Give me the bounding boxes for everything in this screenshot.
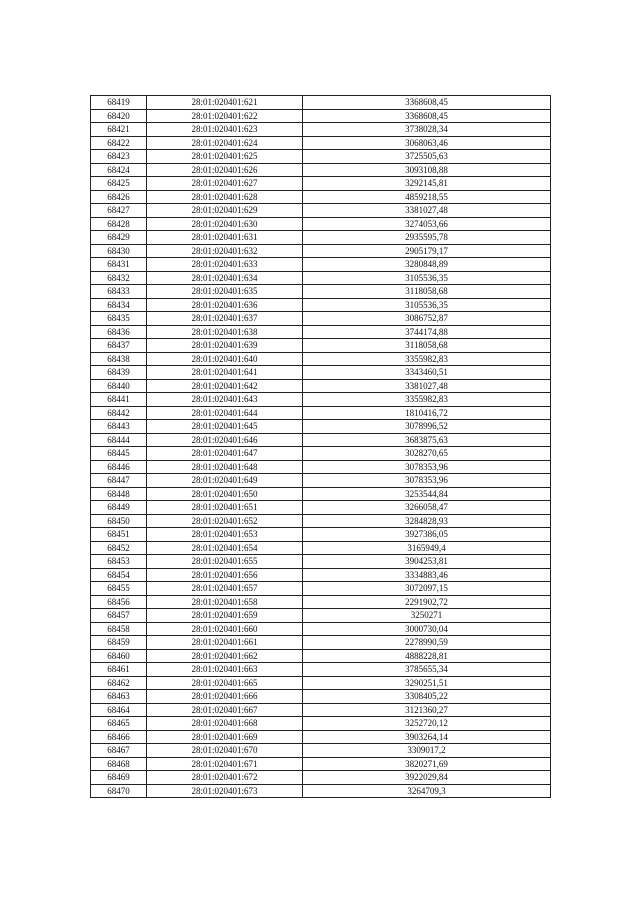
row-number-cell: 68454 <box>91 568 147 582</box>
table-row <box>91 123 551 137</box>
value-cell: 3381027,48 <box>303 379 551 393</box>
cadastral-number-cell: 28:01:020401:668 <box>147 717 303 731</box>
cadastral-number-cell: 28:01:020401:643 <box>147 393 303 407</box>
row-number-cell: 68443 <box>91 420 147 434</box>
cadastral-number-cell: 28:01:020401:673 <box>147 784 303 798</box>
table-row <box>91 109 551 123</box>
row-number-cell: 68466 <box>91 730 147 744</box>
cadastral-number-cell: 28:01:020401:623 <box>147 123 303 137</box>
value-cell: 3118058,68 <box>303 339 551 353</box>
cadastral-number-cell: 28:01:020401:645 <box>147 420 303 434</box>
table-row <box>91 325 551 339</box>
cadastral-number-cell: 28:01:020401:640 <box>147 352 303 366</box>
table-row <box>91 771 551 785</box>
table-row <box>91 690 551 704</box>
cadastral-number-cell: 28:01:020401:665 <box>147 676 303 690</box>
cadastral-number-cell: 28:01:020401:624 <box>147 136 303 150</box>
cadastral-number-cell: 28:01:020401:625 <box>147 150 303 164</box>
value-cell: 4888228,81 <box>303 649 551 663</box>
row-number-cell: 68446 <box>91 460 147 474</box>
cadastral-number-cell: 28:01:020401:644 <box>147 406 303 420</box>
table-row <box>91 136 551 150</box>
cadastral-number-cell: 28:01:020401:641 <box>147 366 303 380</box>
table-row <box>91 447 551 461</box>
row-number-cell: 68468 <box>91 757 147 771</box>
value-cell: 3381027,48 <box>303 204 551 218</box>
value-cell: 3028270,65 <box>303 447 551 461</box>
value-cell: 3280848,89 <box>303 258 551 272</box>
value-cell: 3738028,34 <box>303 123 551 137</box>
row-number-cell: 68451 <box>91 528 147 542</box>
value-cell: 3118058,68 <box>303 285 551 299</box>
table-row <box>91 285 551 299</box>
table-row <box>91 568 551 582</box>
value-cell: 3290251,51 <box>303 676 551 690</box>
row-number-cell: 68459 <box>91 636 147 650</box>
value-cell: 3922029,84 <box>303 771 551 785</box>
row-number-cell: 68465 <box>91 717 147 731</box>
row-number-cell: 68437 <box>91 339 147 353</box>
row-number-cell: 68422 <box>91 136 147 150</box>
row-number-cell: 68419 <box>91 96 147 110</box>
value-cell: 3683875,63 <box>303 433 551 447</box>
cadastral-number-cell: 28:01:020401:666 <box>147 690 303 704</box>
cadastral-number-cell: 28:01:020401:672 <box>147 771 303 785</box>
table-row <box>91 190 551 204</box>
value-cell: 3072097,15 <box>303 582 551 596</box>
table-row <box>91 177 551 191</box>
row-number-cell: 68420 <box>91 109 147 123</box>
cadastral-number-cell: 28:01:020401:636 <box>147 298 303 312</box>
cadastral-number-cell: 28:01:020401:648 <box>147 460 303 474</box>
value-cell: 3121360,27 <box>303 703 551 717</box>
cadastral-number-cell: 28:01:020401:651 <box>147 501 303 515</box>
value-cell: 3165949,4 <box>303 541 551 555</box>
table-body <box>91 96 551 798</box>
row-number-cell: 68427 <box>91 204 147 218</box>
table-row <box>91 703 551 717</box>
row-number-cell: 68440 <box>91 379 147 393</box>
table-row <box>91 595 551 609</box>
cadastral-number-cell: 28:01:020401:657 <box>147 582 303 596</box>
cadastral-number-cell: 28:01:020401:647 <box>147 447 303 461</box>
cadastral-number-cell: 28:01:020401:642 <box>147 379 303 393</box>
table-row <box>91 339 551 353</box>
value-cell: 3252720,12 <box>303 717 551 731</box>
table-row <box>91 244 551 258</box>
cadastral-number-cell: 28:01:020401:629 <box>147 204 303 218</box>
table-row <box>91 528 551 542</box>
value-cell: 3078996,52 <box>303 420 551 434</box>
table-row <box>91 487 551 501</box>
row-number-cell: 68426 <box>91 190 147 204</box>
row-number-cell: 68429 <box>91 231 147 245</box>
value-cell: 3078353,96 <box>303 460 551 474</box>
row-number-cell: 68457 <box>91 609 147 623</box>
value-cell: 3308405,22 <box>303 690 551 704</box>
value-cell: 3274053,66 <box>303 217 551 231</box>
table-row <box>91 541 551 555</box>
table-row <box>91 501 551 515</box>
cadastral-number-cell: 28:01:020401:630 <box>147 217 303 231</box>
value-cell: 3068063,46 <box>303 136 551 150</box>
value-cell: 3105536,35 <box>303 271 551 285</box>
table-row <box>91 258 551 272</box>
row-number-cell: 68463 <box>91 690 147 704</box>
value-cell: 3725505,63 <box>303 150 551 164</box>
row-number-cell: 68430 <box>91 244 147 258</box>
value-cell: 3250271 <box>303 609 551 623</box>
row-number-cell: 68461 <box>91 663 147 677</box>
value-cell: 2905179,17 <box>303 244 551 258</box>
table-row <box>91 636 551 650</box>
value-cell: 3284828,93 <box>303 514 551 528</box>
row-number-cell: 68460 <box>91 649 147 663</box>
cadastral-number-cell: 28:01:020401:634 <box>147 271 303 285</box>
row-number-cell: 68467 <box>91 744 147 758</box>
row-number-cell: 68455 <box>91 582 147 596</box>
row-number-cell: 68431 <box>91 258 147 272</box>
table-row <box>91 433 551 447</box>
value-cell: 3086752,87 <box>303 312 551 326</box>
cadastral-number-cell: 28:01:020401:649 <box>147 474 303 488</box>
row-number-cell: 68470 <box>91 784 147 798</box>
table-row <box>91 366 551 380</box>
row-number-cell: 68456 <box>91 595 147 609</box>
value-cell: 1810416,72 <box>303 406 551 420</box>
row-number-cell: 68452 <box>91 541 147 555</box>
table-row <box>91 231 551 245</box>
cadastral-number-cell: 28:01:020401:653 <box>147 528 303 542</box>
cadastral-number-cell: 28:01:020401:638 <box>147 325 303 339</box>
cadastral-number-cell: 28:01:020401:671 <box>147 757 303 771</box>
value-cell: 3343460,51 <box>303 366 551 380</box>
row-number-cell: 68442 <box>91 406 147 420</box>
cadastral-number-cell: 28:01:020401:656 <box>147 568 303 582</box>
value-cell: 3903264,14 <box>303 730 551 744</box>
cadastral-number-cell: 28:01:020401:655 <box>147 555 303 569</box>
table-row <box>91 649 551 663</box>
value-cell: 2291902,72 <box>303 595 551 609</box>
value-cell: 3264709,3 <box>303 784 551 798</box>
table-row <box>91 744 551 758</box>
row-number-cell: 68453 <box>91 555 147 569</box>
value-cell: 3785655,34 <box>303 663 551 677</box>
cadastral-number-cell: 28:01:020401:628 <box>147 190 303 204</box>
row-number-cell: 68421 <box>91 123 147 137</box>
cadastral-number-cell: 28:01:020401:626 <box>147 163 303 177</box>
table-row <box>91 555 551 569</box>
table-row <box>91 217 551 231</box>
row-number-cell: 68428 <box>91 217 147 231</box>
table-row <box>91 730 551 744</box>
table-row <box>91 352 551 366</box>
row-number-cell: 68436 <box>91 325 147 339</box>
row-number-cell: 68450 <box>91 514 147 528</box>
value-cell: 3093108,88 <box>303 163 551 177</box>
table-row <box>91 784 551 798</box>
cadastral-number-cell: 28:01:020401:654 <box>147 541 303 555</box>
table-row <box>91 474 551 488</box>
cadastral-number-cell: 28:01:020401:670 <box>147 744 303 758</box>
row-number-cell: 68441 <box>91 393 147 407</box>
cadastral-number-cell: 28:01:020401:635 <box>147 285 303 299</box>
table-row <box>91 204 551 218</box>
table-row <box>91 150 551 164</box>
cadastral-number-cell: 28:01:020401:660 <box>147 622 303 636</box>
value-cell: 3292145,81 <box>303 177 551 191</box>
cadastral-number-cell: 28:01:020401:669 <box>147 730 303 744</box>
table-row <box>91 717 551 731</box>
row-number-cell: 68438 <box>91 352 147 366</box>
row-number-cell: 68469 <box>91 771 147 785</box>
value-cell: 3105536,35 <box>303 298 551 312</box>
value-cell: 3309017,2 <box>303 744 551 758</box>
row-number-cell: 68448 <box>91 487 147 501</box>
value-cell: 3355982,83 <box>303 393 551 407</box>
cadastral-number-cell: 28:01:020401:661 <box>147 636 303 650</box>
table-row <box>91 582 551 596</box>
row-number-cell: 68433 <box>91 285 147 299</box>
table-row <box>91 757 551 771</box>
table-row <box>91 163 551 177</box>
value-cell: 3368608,45 <box>303 109 551 123</box>
value-cell: 3927386,05 <box>303 528 551 542</box>
value-cell: 3355982,83 <box>303 352 551 366</box>
row-number-cell: 68425 <box>91 177 147 191</box>
table-row <box>91 312 551 326</box>
cadastral-number-cell: 28:01:020401:632 <box>147 244 303 258</box>
row-number-cell: 68445 <box>91 447 147 461</box>
cadastral-number-cell: 28:01:020401:621 <box>147 96 303 110</box>
value-cell: 2278990,59 <box>303 636 551 650</box>
cadastral-number-cell: 28:01:020401:659 <box>147 609 303 623</box>
cadastral-number-cell: 28:01:020401:622 <box>147 109 303 123</box>
table-row <box>91 514 551 528</box>
row-number-cell: 68435 <box>91 312 147 326</box>
cadastral-number-cell: 28:01:020401:662 <box>147 649 303 663</box>
table-row <box>91 271 551 285</box>
table-row <box>91 622 551 636</box>
row-number-cell: 68432 <box>91 271 147 285</box>
cadastral-number-cell: 28:01:020401:633 <box>147 258 303 272</box>
row-number-cell: 68449 <box>91 501 147 515</box>
cadastral-number-cell: 28:01:020401:650 <box>147 487 303 501</box>
table-row <box>91 298 551 312</box>
row-number-cell: 68424 <box>91 163 147 177</box>
value-cell: 3334883,46 <box>303 568 551 582</box>
value-cell: 3253544,84 <box>303 487 551 501</box>
row-number-cell: 68423 <box>91 150 147 164</box>
cadastral-number-cell: 28:01:020401:652 <box>147 514 303 528</box>
value-cell: 3266058,47 <box>303 501 551 515</box>
cadastral-number-cell: 28:01:020401:646 <box>147 433 303 447</box>
value-cell: 2935595,78 <box>303 231 551 245</box>
value-cell: 3904253,81 <box>303 555 551 569</box>
row-number-cell: 68444 <box>91 433 147 447</box>
table-row <box>91 420 551 434</box>
row-number-cell: 68447 <box>91 474 147 488</box>
row-number-cell: 68464 <box>91 703 147 717</box>
value-cell: 3078353,96 <box>303 474 551 488</box>
cadastral-number-cell: 28:01:020401:663 <box>147 663 303 677</box>
table-row <box>91 393 551 407</box>
value-cell: 3000730,04 <box>303 622 551 636</box>
value-cell: 4859218,55 <box>303 190 551 204</box>
table-row <box>91 676 551 690</box>
row-number-cell: 68434 <box>91 298 147 312</box>
row-number-cell: 68439 <box>91 366 147 380</box>
table-row <box>91 96 551 110</box>
cadastral-number-cell: 28:01:020401:631 <box>147 231 303 245</box>
row-number-cell: 68462 <box>91 676 147 690</box>
cadastral-number-cell: 28:01:020401:639 <box>147 339 303 353</box>
value-cell: 3820271,69 <box>303 757 551 771</box>
value-cell: 3368608,45 <box>303 96 551 110</box>
cadastral-number-cell: 28:01:020401:667 <box>147 703 303 717</box>
value-cell: 3744174,88 <box>303 325 551 339</box>
table-row <box>91 460 551 474</box>
table-row <box>91 379 551 393</box>
data-table <box>90 95 551 798</box>
table-row <box>91 406 551 420</box>
row-number-cell: 68458 <box>91 622 147 636</box>
cadastral-number-cell: 28:01:020401:637 <box>147 312 303 326</box>
cadastral-number-cell: 28:01:020401:627 <box>147 177 303 191</box>
table-row <box>91 609 551 623</box>
cadastral-number-cell: 28:01:020401:658 <box>147 595 303 609</box>
table-row <box>91 663 551 677</box>
